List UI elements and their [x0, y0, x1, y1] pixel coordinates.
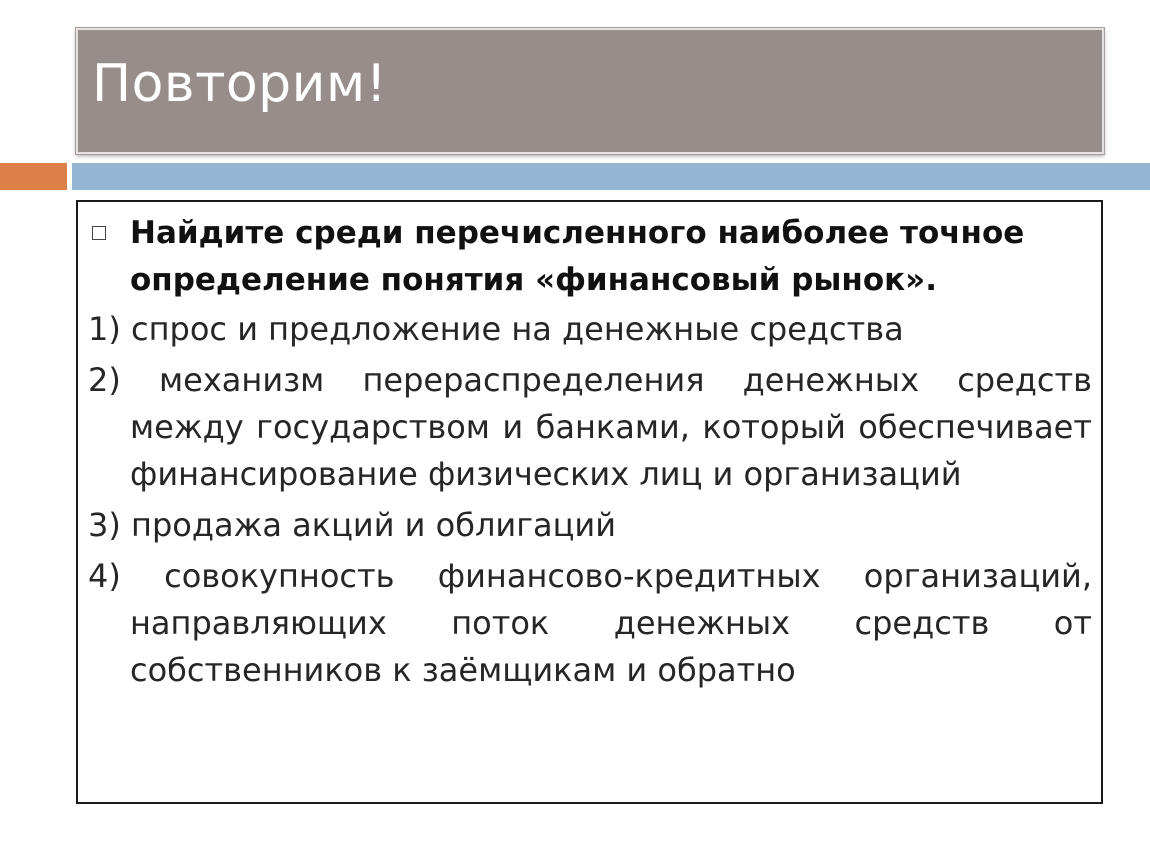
accent-bar-blue: [72, 163, 1150, 190]
answer-option-3: 3) продажа акций и облигаций: [88, 506, 616, 544]
question-item: [88, 210, 1092, 304]
answer-option-2: 2) механизм перераспределения денежных средств между государством и банками, который обеспечивает финансирование физических лиц и организаций: [88, 361, 1092, 493]
content-text-area: [88, 210, 1092, 694]
accent-bar-orange: [0, 163, 67, 190]
square-bullet-icon: [92, 226, 106, 240]
answer-option-1: 1) спрос и предложение на денежные средства: [88, 310, 904, 348]
title-box: [76, 28, 1104, 154]
answer-option-4: 4) совокупность финансово-кредитных организаций, направляющих поток денежных средств от собственников к заёмщикам и обратно: [88, 557, 1092, 689]
question-text: Найдите среди перечисленного наиболее точное определение понятия «финансовый рынок».: [130, 215, 1025, 298]
content-box: [76, 200, 1103, 804]
slide-title: Повторим!: [92, 54, 388, 114]
